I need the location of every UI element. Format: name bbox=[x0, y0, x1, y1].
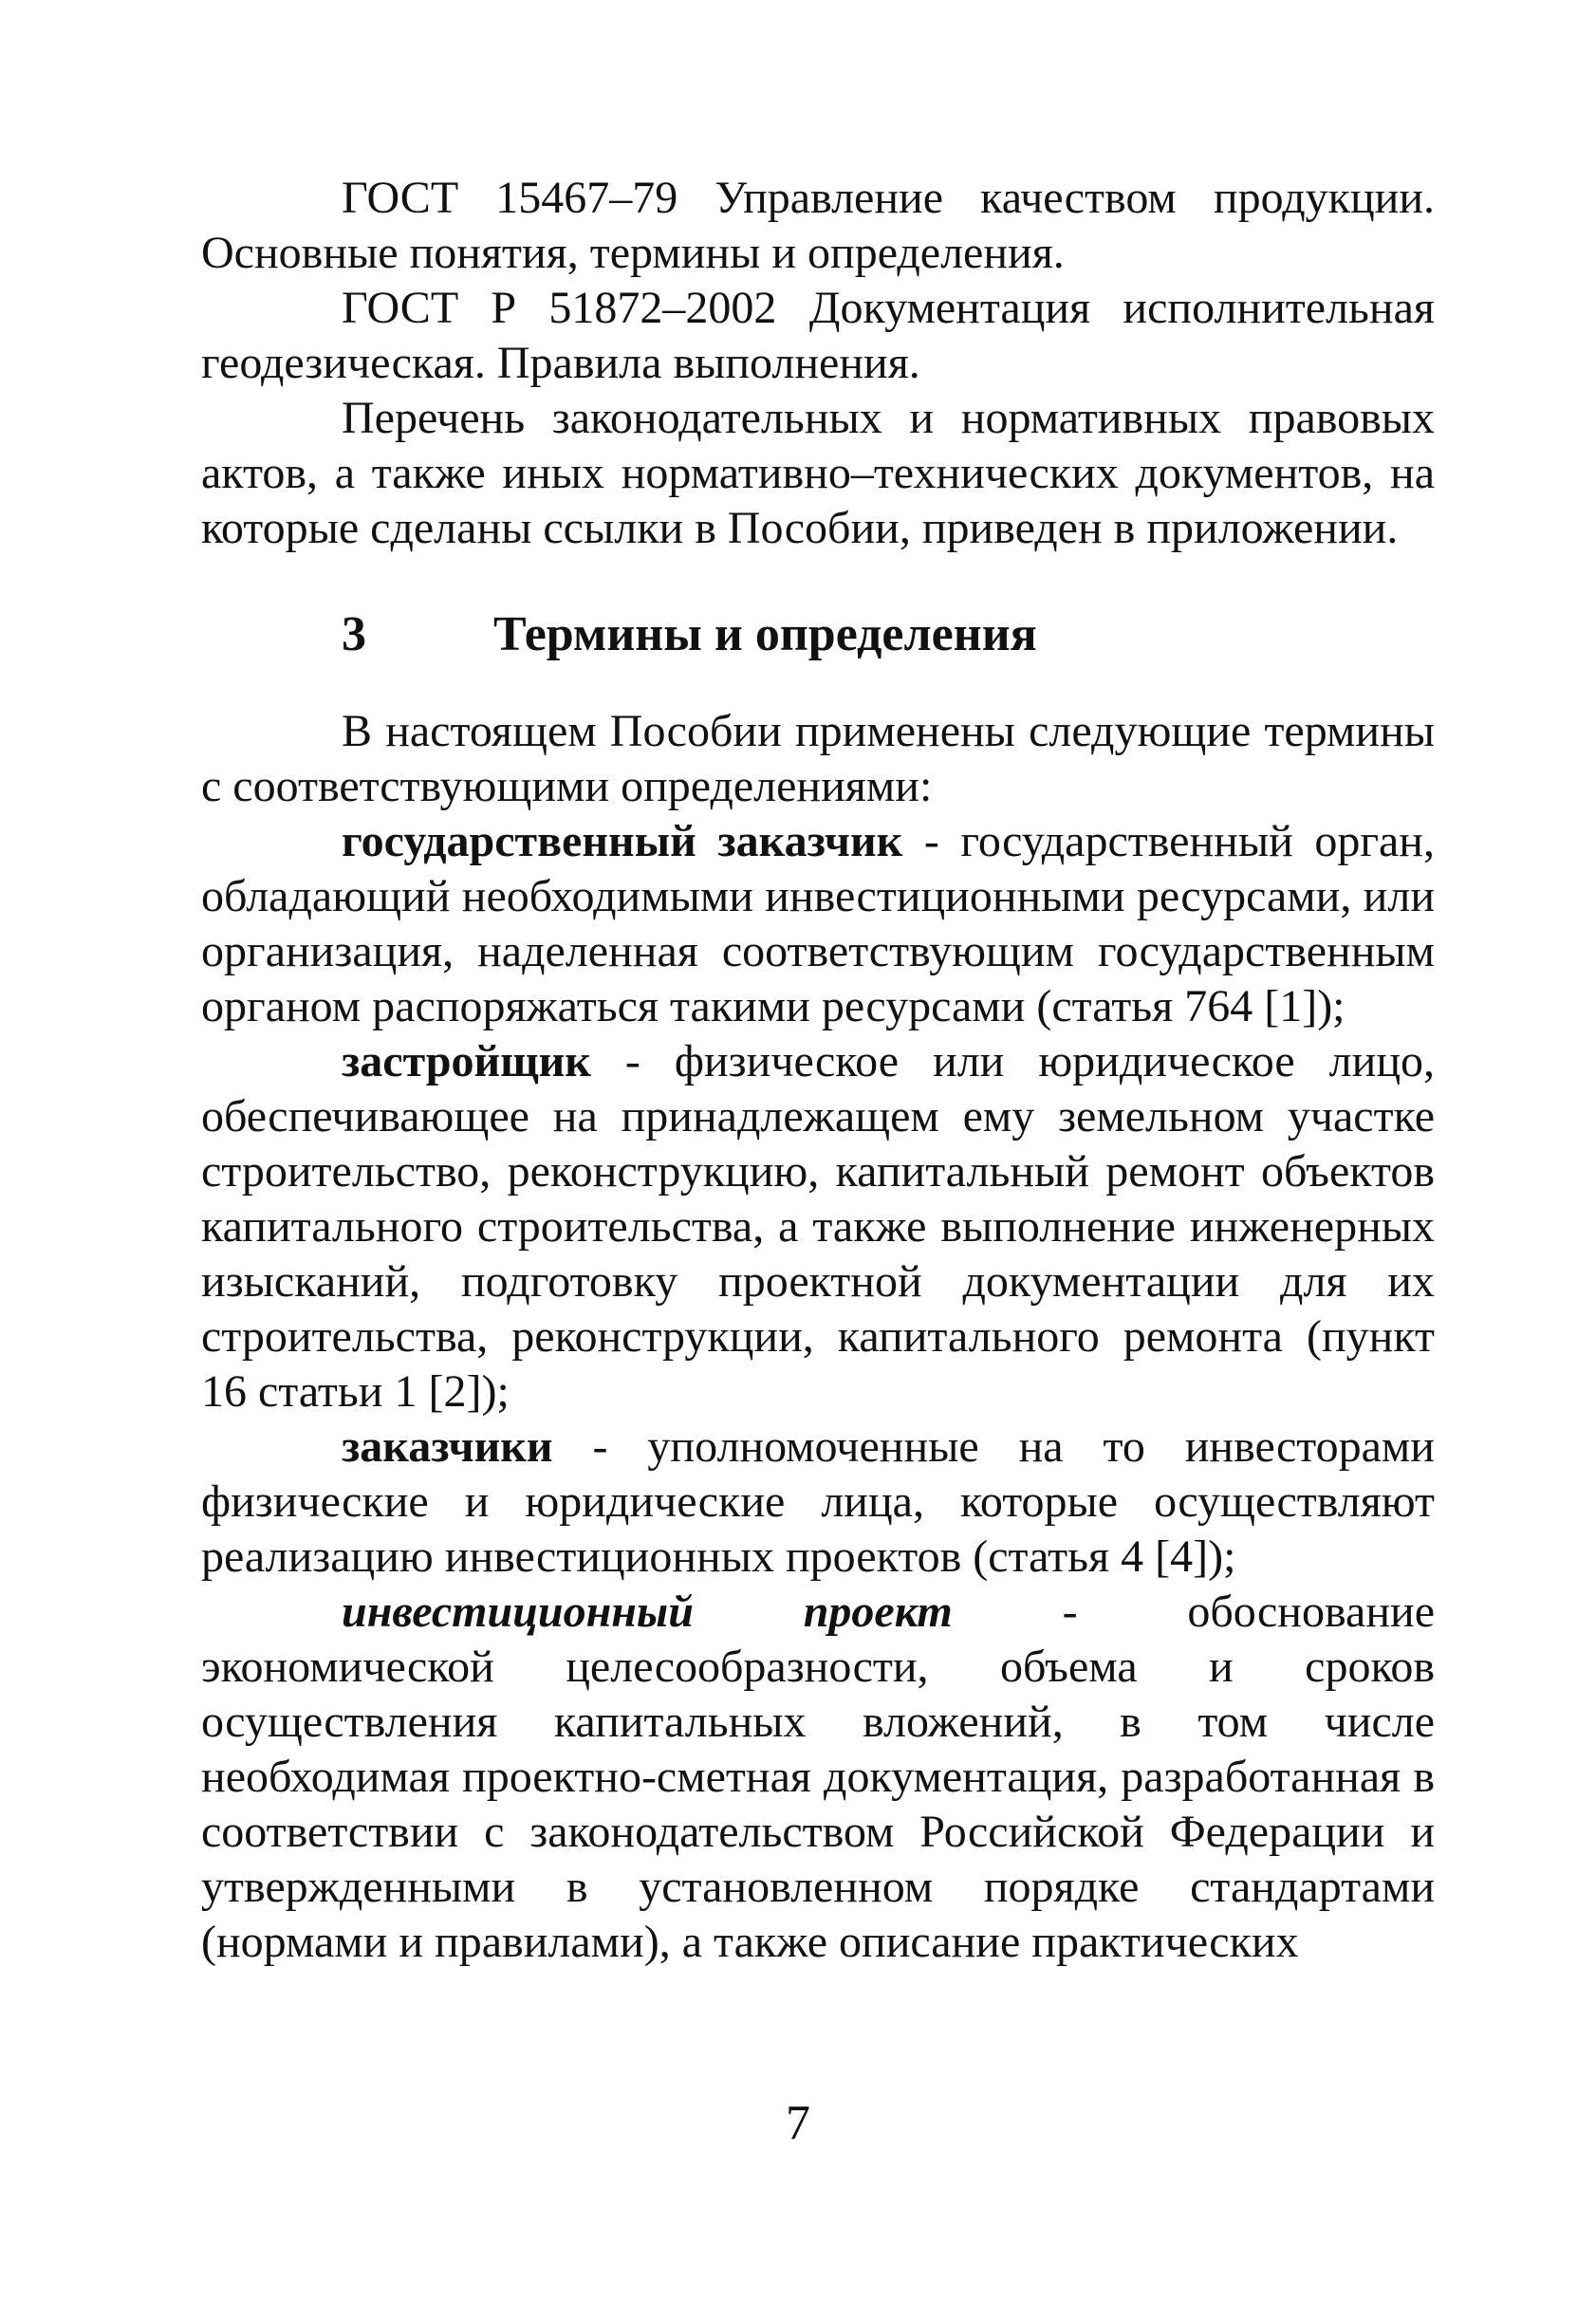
term-separator: - bbox=[902, 816, 961, 866]
definition-text: физическое или юридическое лицо, обеспечивающее на принадлежащем ему земельном участке строительство, реконструкцию, капитальный ремонт объектов капитального строительства, а также выполнение инженерных изысканий, подготовку проектной документации для их строительства, реконструкции, капитального ремонта (пункт 16 статьи 1 [2]); bbox=[201, 1036, 1436, 1417]
definition-customers bbox=[201, 1420, 1435, 1585]
definition-investment-project bbox=[201, 1585, 1435, 1970]
section-number: 3 bbox=[342, 607, 366, 661]
definition-text: обоснование экономической целесообразности, объема и сроков осуществления капитальных вложений, в том числе необходимая проектно-сметная документация, разработанная в соответствии с законодательством Российской Федерации и утвержденными в установленном порядке стандартами (нормами и правилами), а также описание практических bbox=[201, 1587, 1435, 1967]
definition-government-customer bbox=[201, 814, 1435, 1034]
term-separator: - bbox=[952, 1587, 1188, 1637]
term-separator: - bbox=[590, 1036, 675, 1086]
reference-gost-r-51872: ГОСТ Р 51872–2002 Документация исполнительная геодезическая. Правила выполнения. bbox=[201, 283, 1435, 388]
page-content bbox=[201, 171, 1435, 1970]
section-intro: В настоящем Пособии применены следующие термины с соответствующими определениями: bbox=[201, 706, 1435, 811]
term-customers: заказчики bbox=[342, 1421, 553, 1472]
section-title: Термины и определения bbox=[493, 607, 1037, 661]
section-heading bbox=[201, 600, 1435, 670]
reference-list-note: Перечень законодательных и нормативных правовых актов, а также иных нормативно–технических документов, на которые сделаны ссылки в Пособии, приведен в приложении. bbox=[201, 393, 1435, 553]
term-separator: - bbox=[552, 1421, 648, 1472]
reference-gost-15467: ГОСТ 15467–79 Управление качеством продукции. Основные понятия, термины и определения. bbox=[201, 173, 1435, 278]
definition-developer bbox=[201, 1034, 1435, 1420]
term-developer: застройщик bbox=[342, 1036, 591, 1086]
page-number: 7 bbox=[786, 2096, 810, 2150]
term-government-customer: государственный заказчик bbox=[342, 816, 903, 866]
term-investment-project: инвестиционный проект bbox=[342, 1587, 953, 1637]
definition-text: государственный орган, обладающий необходимыми инвестиционными ресурсами, или организация, наделенная соответствующим государственным органом распоряжаться такими ресурсами (статья 764 [1]); bbox=[201, 816, 1435, 1031]
definition-text: уполномоченные на то инвесторами физические и юридические лица, которые осуществляют реализацию инвестиционных проектов (статья 4 [4]); bbox=[201, 1421, 1435, 1582]
